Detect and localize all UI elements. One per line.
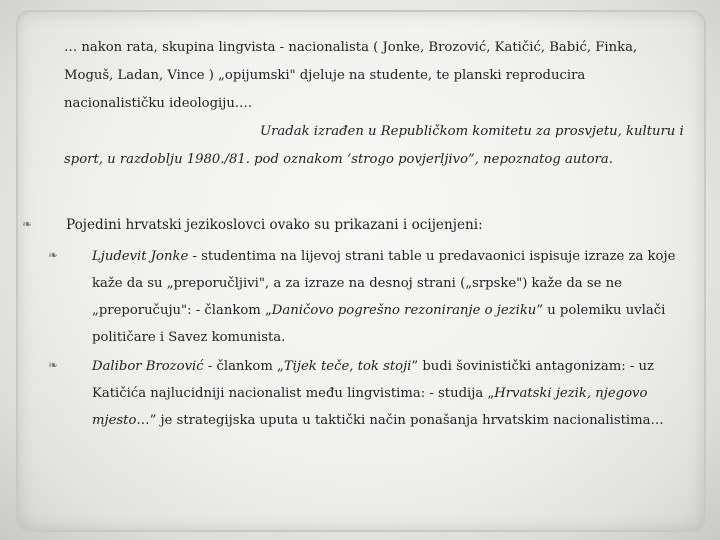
sub-text: - člankom „: [203, 359, 284, 374]
person-name: Dalibor Brozović: [92, 359, 204, 374]
leaf-bullet-icon: ❧: [48, 358, 59, 372]
sub-text: ” budi šovinistički antagonizam: - uz Katičića najlucidniji nacionalist među lingvistima: - studija „: [92, 359, 654, 401]
source-line-2: sport, u razdoblju 1980./81. pod oznakom ‘strogo povjerljivo”, nepoznatog autora.: [64, 152, 613, 167]
person-name: Ljudevit Jonke: [92, 249, 189, 264]
sub-bullet-brozovic: [48, 352, 692, 434]
source-note: [64, 118, 694, 174]
main-bullet: [22, 212, 706, 237]
leaf-bullet-icon: ❧: [22, 217, 33, 231]
quote-paragraph: [64, 34, 684, 118]
sub-text: ” u polemiku uvlači političare i Savez komunista.: [92, 303, 666, 345]
quote-text: … nakon rata, skupina lingvista - nacionalista ( Jonke, Brozović, Katičić, Babić, Finka, Moguš, Ladan, Vince ) „opijumski" djeluje na studente, te planski reproducira nacionalističku ideologiju.…: [64, 40, 638, 111]
main-bullet-text: Pojedini hrvatski jezikoslovci ovako su prikazani i ocijenjeni:: [66, 217, 483, 233]
sub-text: - studentima na lijevoj strani table u predavaonici ispisuje izraze za koje kaže da su „preporučljivi", a za izraze na desnoj strani („srpske") kaže da se ne „preporučuju": - člankom „: [92, 249, 676, 318]
article-title: Tijek teče, tok stoji: [283, 359, 412, 374]
sub-text: ” je strategijska uputa u taktički način ponašanja hrvatskim nacionalistima…: [149, 413, 664, 428]
source-line-1: [64, 118, 694, 146]
article-title: Daničovo pogrešno rezoniranje o jeziku: [271, 303, 537, 318]
study-title: Hrvatski jezik, njegovo mjesto…: [92, 386, 648, 428]
source-line-1-text: Uradak izrađen u Republičkom komitetu za prosvjetu, kulturu i: [260, 124, 684, 139]
sub-bullet-jonke: [48, 242, 692, 351]
leaf-bullet-icon: ❧: [48, 248, 59, 262]
